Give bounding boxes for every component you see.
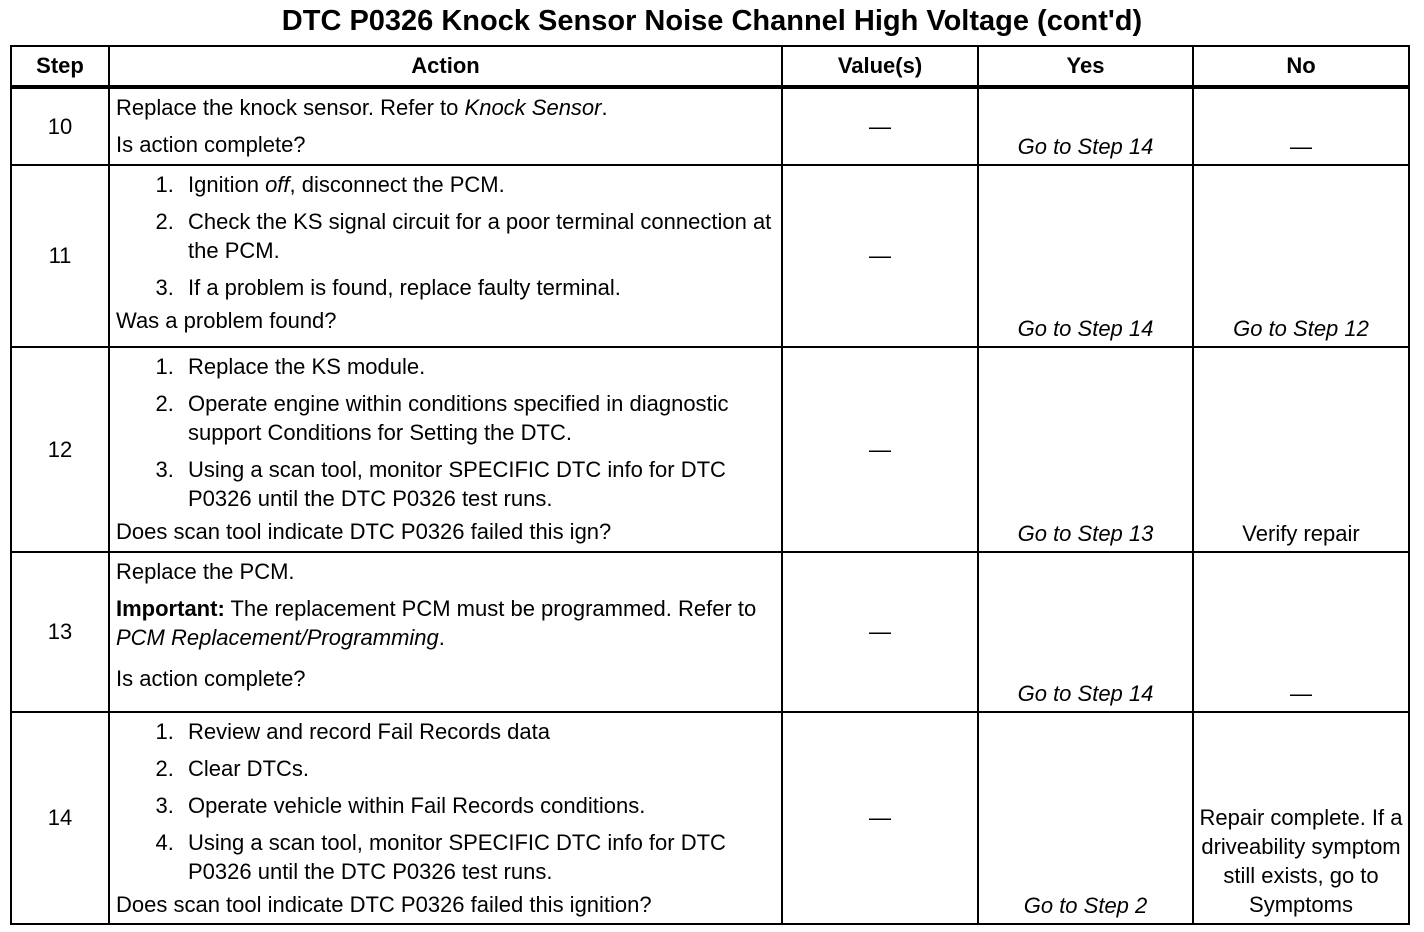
knock-sensor-reference: Knock Sensor [464,95,602,120]
value-cell: — [782,712,978,924]
yes-cell: Go to Step 14 [978,87,1193,165]
action-list [116,717,775,886]
action-cell [109,87,782,165]
action-item: 2. Check the KS signal circuit for a poor terminal connection at the PCM. [180,207,775,265]
diagnostic-table [10,45,1410,925]
action-question: Does scan tool indicate DTC P0326 failed this ign? [116,519,612,544]
value-cell: — [782,552,978,712]
table-row [11,347,1409,552]
no-cell: — [1193,87,1409,165]
table-row [11,712,1409,924]
action-item: 1. Review and record Fail Records data [180,717,775,746]
action-item: 2. Clear DTCs. [180,754,775,783]
pcm-programming-reference: PCM Replacement/Programming [116,625,439,650]
step-number: 10 [11,87,109,165]
action-cell [109,347,782,552]
header-step: Step [11,46,109,87]
action-item: 3. Using a scan tool, monitor SPECIFIC DTC info for DTC P0326 until the DTC P0326 test runs. [180,455,775,513]
value-cell: — [782,165,978,347]
action-question: Does scan tool indicate DTC P0326 failed this ignition? [116,892,652,917]
important-label: Important: [116,596,225,621]
action-cell [109,552,782,712]
header-yes: Yes [978,46,1193,87]
table-row [11,165,1409,347]
action-text: Replace the knock sensor. Refer to Knock Sensor. [116,95,608,120]
no-cell: — [1193,552,1409,712]
header-values: Value(s) [782,46,978,87]
table-row [11,552,1409,712]
action-question: Is action complete? [116,132,306,157]
yes-cell: Go to Step 13 [978,347,1193,552]
step-number: 12 [11,347,109,552]
action-cell [109,165,782,347]
no-cell: Go to Step 12 [1193,165,1409,347]
value-cell: — [782,87,978,165]
action-item: 3. If a problem is found, replace faulty terminal. [180,273,775,302]
page-title: DTC P0326 Knock Sensor Noise Channel High Voltage (cont'd) [281,5,1143,37]
table-header-row [11,46,1409,87]
step-number: 13 [11,552,109,712]
yes-cell: Go to Step 2 [978,712,1193,924]
action-item: 1. Ignition off, disconnect the PCM. [180,170,775,199]
no-cell: Repair complete. If a driveability symptom still exists, go to Symptoms [1193,712,1409,924]
action-question: Was a problem found? [116,308,337,333]
yes-cell: Go to Step 14 [978,165,1193,347]
important-note: Important: The replacement PCM must be programmed. Refer to PCM Replacement/Programming. [116,596,757,650]
action-cell [109,712,782,924]
no-cell: Verify repair [1193,347,1409,552]
action-list [116,170,775,302]
header-no: No [1193,46,1409,87]
action-item: 2. Operate engine within conditions specified in diagnostic support Conditions for Setting the DTC. [180,389,775,447]
action-item: 1. Replace the KS module. [180,352,775,381]
action-item: 3. Operate vehicle within Fail Records conditions. [180,791,775,820]
header-action: Action [109,46,782,87]
yes-cell: Go to Step 14 [978,552,1193,712]
action-text: Replace the PCM. [116,559,295,584]
action-list [116,352,775,513]
table-row [11,87,1409,165]
action-item: 4. Using a scan tool, monitor SPECIFIC DTC info for DTC P0326 until the DTC P0326 test runs. [180,828,775,886]
value-cell: — [782,347,978,552]
step-number: 11 [11,165,109,347]
step-number: 14 [11,712,109,924]
action-question: Is action complete? [116,666,306,691]
